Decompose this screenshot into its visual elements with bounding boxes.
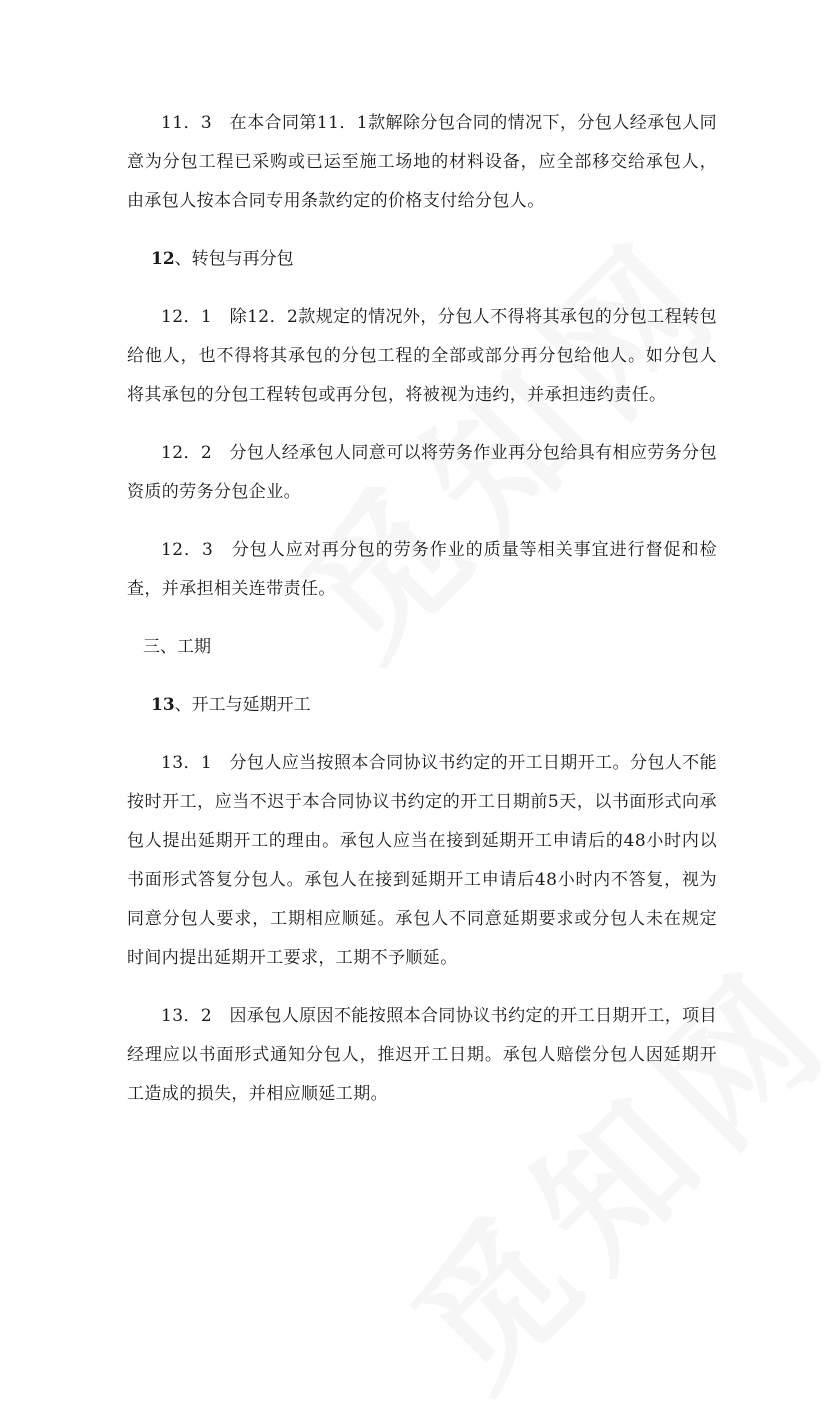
clause-13-1: 13．1 分包人应当按照本合同协议书约定的开工日期开工。分包人不能按时开工，应当不迟于本合同协议书约定的开工日期前5天，以书面形式向承包人提出延期开工的理由。承包人应当在接到延期开工申请后的48小时内以书面形式答复分包人。承包人在接到延期开工申请后48小时内不答复，视为同意分包人要求，工期相应顺延。承包人不同意延期要求或分包人未在规定时间内提出延期开工要求，工期不予顺延。 (127, 753, 717, 968)
heading-13 (127, 686, 717, 725)
document-body (127, 104, 717, 1133)
clause-12-1: 12．1 除12．2款规定的情况外，分包人不得将其承包的分包工程转包给他人，也不得将其承包的分包工程的全部或部分再分包给他人。如分包人将其承包的分包工程转包或再分包，将被视为违约，并承担违约责任。 (127, 307, 717, 405)
heading-12-title: 、转包与再分包 (174, 249, 294, 269)
clause-11-3: 11．3 在本合同第11．1款解除分包合同的情况下，分包人经承包人同意为分包工程已采购或已运至施工场地的材料设备，应全部移交给承包人，由承包人按本合同专用条款约定的价格支付给分包人。 (127, 113, 717, 211)
heading-13-number: 13 (151, 695, 175, 715)
heading-12 (127, 240, 717, 279)
clause-12-2: 12．2 分包人经承包人同意可以将劳务作业再分包给具有相应劳务分包资质的劳务分包企业。 (127, 443, 717, 502)
heading-13-title: 、开工与延期开工 (174, 695, 311, 715)
heading-12-number: 12 (151, 249, 175, 269)
clause-12-3: 12．3 分包人应对再分包的劳务作业的质量等相关事宜进行督促和检查，并承担相关连带责任。 (127, 540, 717, 599)
section-3-title: 三、工期 (143, 637, 211, 657)
clause-13-2: 13．2 因承包人原因不能按照本合同协议书约定的开工日期开工，项目经理应以书面形式通知分包人，推迟开工日期。承包人赔偿分包人因延期开工造成的损失，并相应顺延工期。 (127, 1006, 717, 1104)
